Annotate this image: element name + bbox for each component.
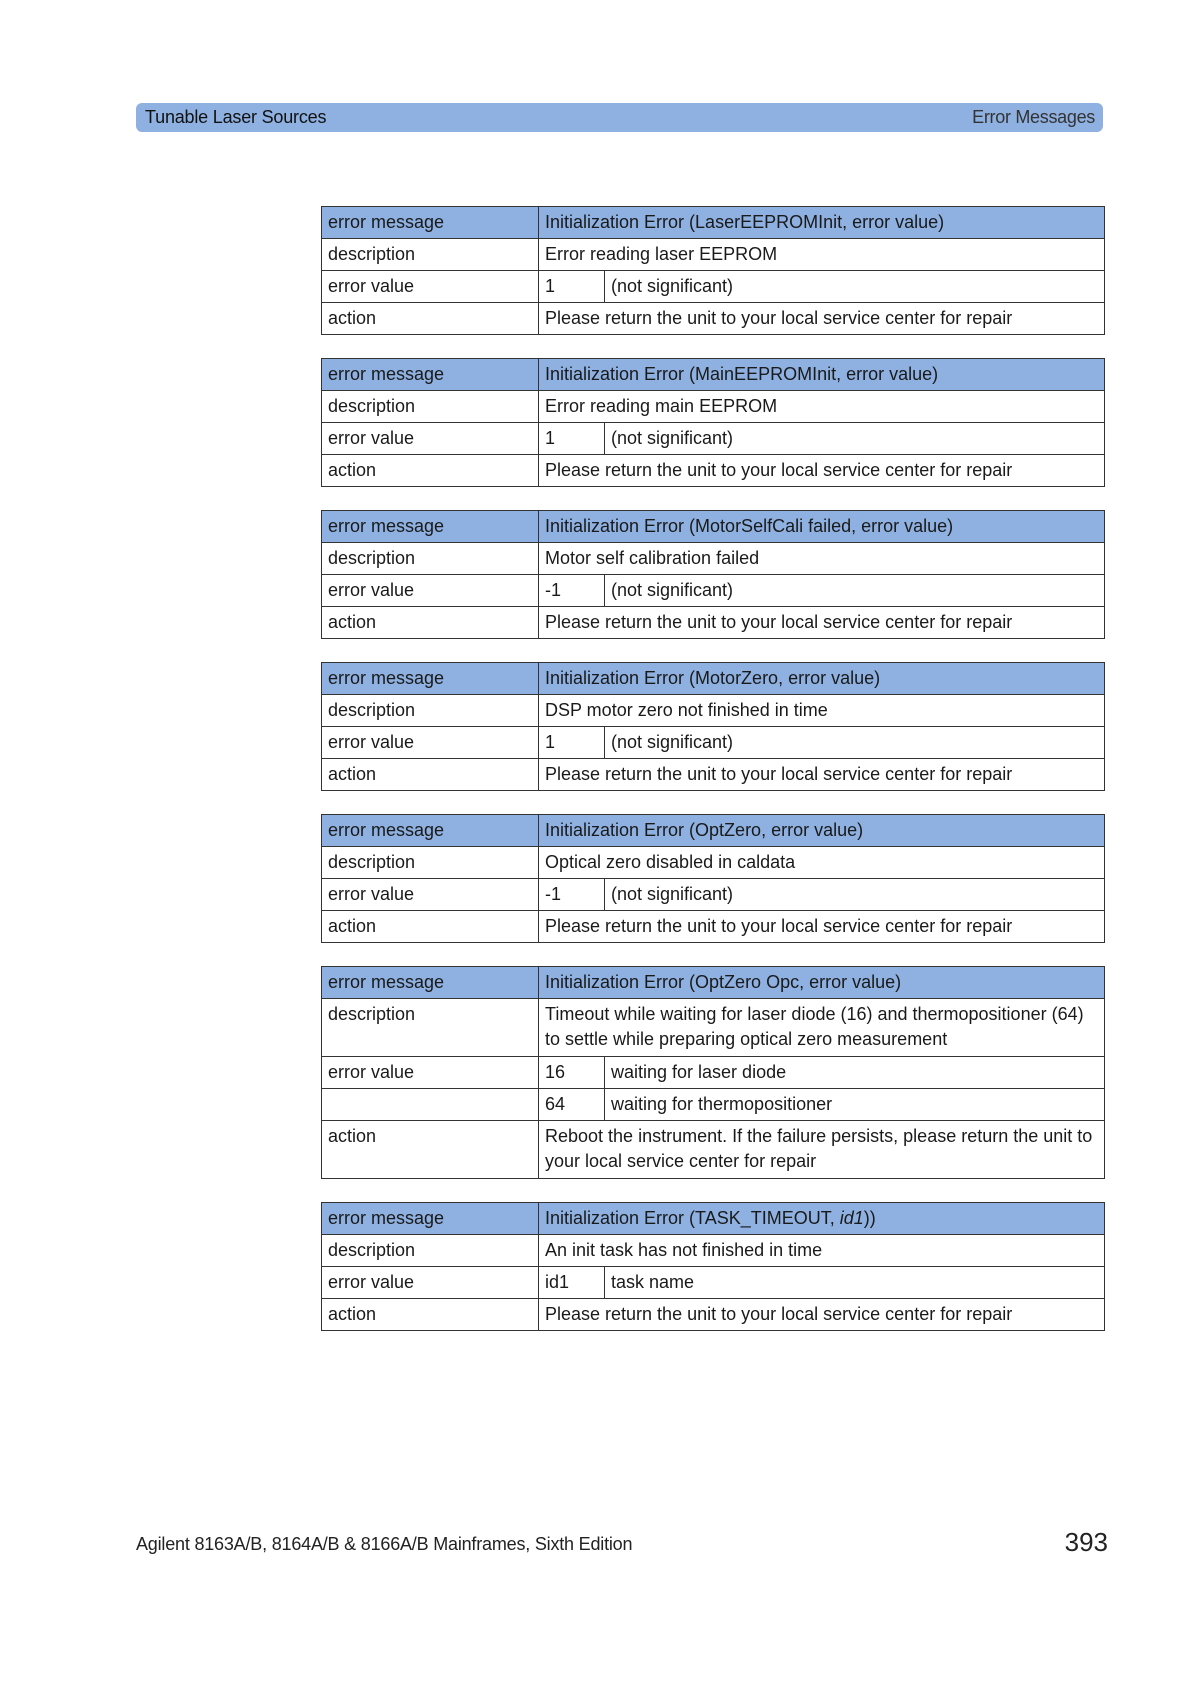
error-message-row — [322, 967, 1105, 999]
description-row — [322, 391, 1105, 423]
row-label: error message — [322, 663, 539, 695]
header-chapter: Tunable Laser Sources — [145, 107, 327, 127]
error-message-row — [322, 815, 1105, 847]
action-row — [322, 1299, 1105, 1331]
error-message-text — [539, 1203, 1105, 1235]
description-row — [322, 999, 1105, 1057]
row-label: error value — [322, 575, 539, 607]
action-row — [322, 303, 1105, 335]
error-value-code: 64 — [539, 1089, 605, 1121]
action-row — [322, 759, 1105, 791]
error-message-text: Initialization Error (MainEEPROMInit, error value) — [539, 359, 1105, 391]
description-text: Motor self calibration failed — [539, 543, 1105, 575]
page-number: 393 — [1064, 1527, 1108, 1557]
error-table — [321, 358, 1105, 487]
message-prefix: Initialization Error (TASK_TIMEOUT, — [545, 1208, 840, 1228]
error-table — [321, 510, 1105, 639]
error-table — [321, 814, 1105, 943]
footer-title: Agilent 8163A/B, 8164A/B & 8166A/B Mainframes, Sixth Edition — [136, 1534, 633, 1554]
action-row — [322, 455, 1105, 487]
description-text: Error reading laser EEPROM — [539, 239, 1105, 271]
error-value-code: -1 — [539, 575, 605, 607]
header-section: Error Messages — [972, 107, 1095, 127]
row-label: error message — [322, 967, 539, 999]
row-label: error message — [322, 815, 539, 847]
row-label: description — [322, 999, 539, 1057]
description-row — [322, 695, 1105, 727]
error-value-row — [322, 271, 1105, 303]
row-label-empty — [322, 1089, 539, 1121]
row-label: error message — [322, 1203, 539, 1235]
error-value-row — [322, 879, 1105, 911]
error-value-code: 16 — [539, 1057, 605, 1089]
error-value-row — [322, 1089, 1105, 1121]
error-table — [321, 1202, 1105, 1331]
error-value-meaning: (not significant) — [605, 271, 1105, 303]
error-value-meaning: (not significant) — [605, 575, 1105, 607]
description-text: DSP motor zero not finished in time — [539, 695, 1105, 727]
action-text: Please return the unit to your local service center for repair — [539, 303, 1105, 335]
row-label: error value — [322, 271, 539, 303]
row-label: error value — [322, 1267, 539, 1299]
row-label: action — [322, 759, 539, 791]
row-label: action — [322, 911, 539, 943]
error-table — [321, 966, 1105, 1179]
error-value-meaning: waiting for thermopositioner — [605, 1089, 1105, 1121]
error-value-row — [322, 1267, 1105, 1299]
message-param: id1 — [839, 1208, 864, 1228]
row-label: description — [322, 239, 539, 271]
error-message-row — [322, 511, 1105, 543]
error-message-row — [322, 663, 1105, 695]
description-text: Timeout while waiting for laser diode (16) and thermopositioner (64) to settle while preparing optical zero measurement — [539, 999, 1105, 1057]
action-text: Please return the unit to your local service center for repair — [539, 1299, 1105, 1331]
error-message-text: Initialization Error (MotorZero, error value) — [539, 663, 1105, 695]
error-value-meaning: (not significant) — [605, 727, 1105, 759]
row-label: error value — [322, 879, 539, 911]
row-label: error value — [322, 1057, 539, 1089]
row-label: action — [322, 1121, 539, 1179]
row-label: error value — [322, 727, 539, 759]
error-value-meaning: (not significant) — [605, 423, 1105, 455]
description-text: Error reading main EEPROM — [539, 391, 1105, 423]
error-value-meaning: waiting for laser diode — [605, 1057, 1105, 1089]
row-label: description — [322, 1235, 539, 1267]
error-value-row — [322, 1057, 1105, 1089]
row-label: description — [322, 847, 539, 879]
action-text: Reboot the instrument. If the failure persists, please return the unit to your local service center for repair — [539, 1121, 1105, 1179]
action-text: Please return the unit to your local service center for repair — [539, 911, 1105, 943]
row-label: action — [322, 1299, 539, 1331]
error-message-text: Initialization Error (LaserEEPROMInit, error value) — [539, 207, 1105, 239]
action-row — [322, 1121, 1105, 1179]
action-row — [322, 607, 1105, 639]
error-message-text: Initialization Error (OptZero Opc, error value) — [539, 967, 1105, 999]
row-label: description — [322, 695, 539, 727]
running-header — [136, 103, 1103, 132]
row-label: action — [322, 607, 539, 639]
description-row — [322, 1235, 1105, 1267]
error-table — [321, 206, 1105, 335]
error-tables — [321, 206, 1104, 1354]
error-message-row — [322, 1203, 1105, 1235]
description-text: An init task has not finished in time — [539, 1235, 1105, 1267]
error-value-row — [322, 423, 1105, 455]
error-message-row — [322, 207, 1105, 239]
row-label: action — [322, 303, 539, 335]
error-value-code: 1 — [539, 727, 605, 759]
description-text: Optical zero disabled in caldata — [539, 847, 1105, 879]
error-value-code: -1 — [539, 879, 605, 911]
row-label: error message — [322, 207, 539, 239]
row-label: description — [322, 543, 539, 575]
error-value-meaning: task name — [605, 1267, 1105, 1299]
row-label: description — [322, 391, 539, 423]
description-row — [322, 543, 1105, 575]
error-value-row — [322, 575, 1105, 607]
error-value-row — [322, 727, 1105, 759]
row-label: action — [322, 455, 539, 487]
message-suffix: )) — [863, 1208, 876, 1228]
error-message-row — [322, 359, 1105, 391]
error-message-text: Initialization Error (OptZero, error value) — [539, 815, 1105, 847]
error-value-code: 1 — [539, 271, 605, 303]
error-table — [321, 662, 1105, 791]
action-text: Please return the unit to your local service center for repair — [539, 455, 1105, 487]
row-label: error value — [322, 423, 539, 455]
action-text: Please return the unit to your local service center for repair — [539, 607, 1105, 639]
error-message-text: Initialization Error (MotorSelfCali failed, error value) — [539, 511, 1105, 543]
action-text: Please return the unit to your local service center for repair — [539, 759, 1105, 791]
error-value-meaning: (not significant) — [605, 879, 1105, 911]
error-value-code: 1 — [539, 423, 605, 455]
error-value-code: id1 — [539, 1267, 605, 1299]
description-row — [322, 847, 1105, 879]
action-row — [322, 911, 1105, 943]
description-row — [322, 239, 1105, 271]
row-label: error message — [322, 511, 539, 543]
row-label: error message — [322, 359, 539, 391]
